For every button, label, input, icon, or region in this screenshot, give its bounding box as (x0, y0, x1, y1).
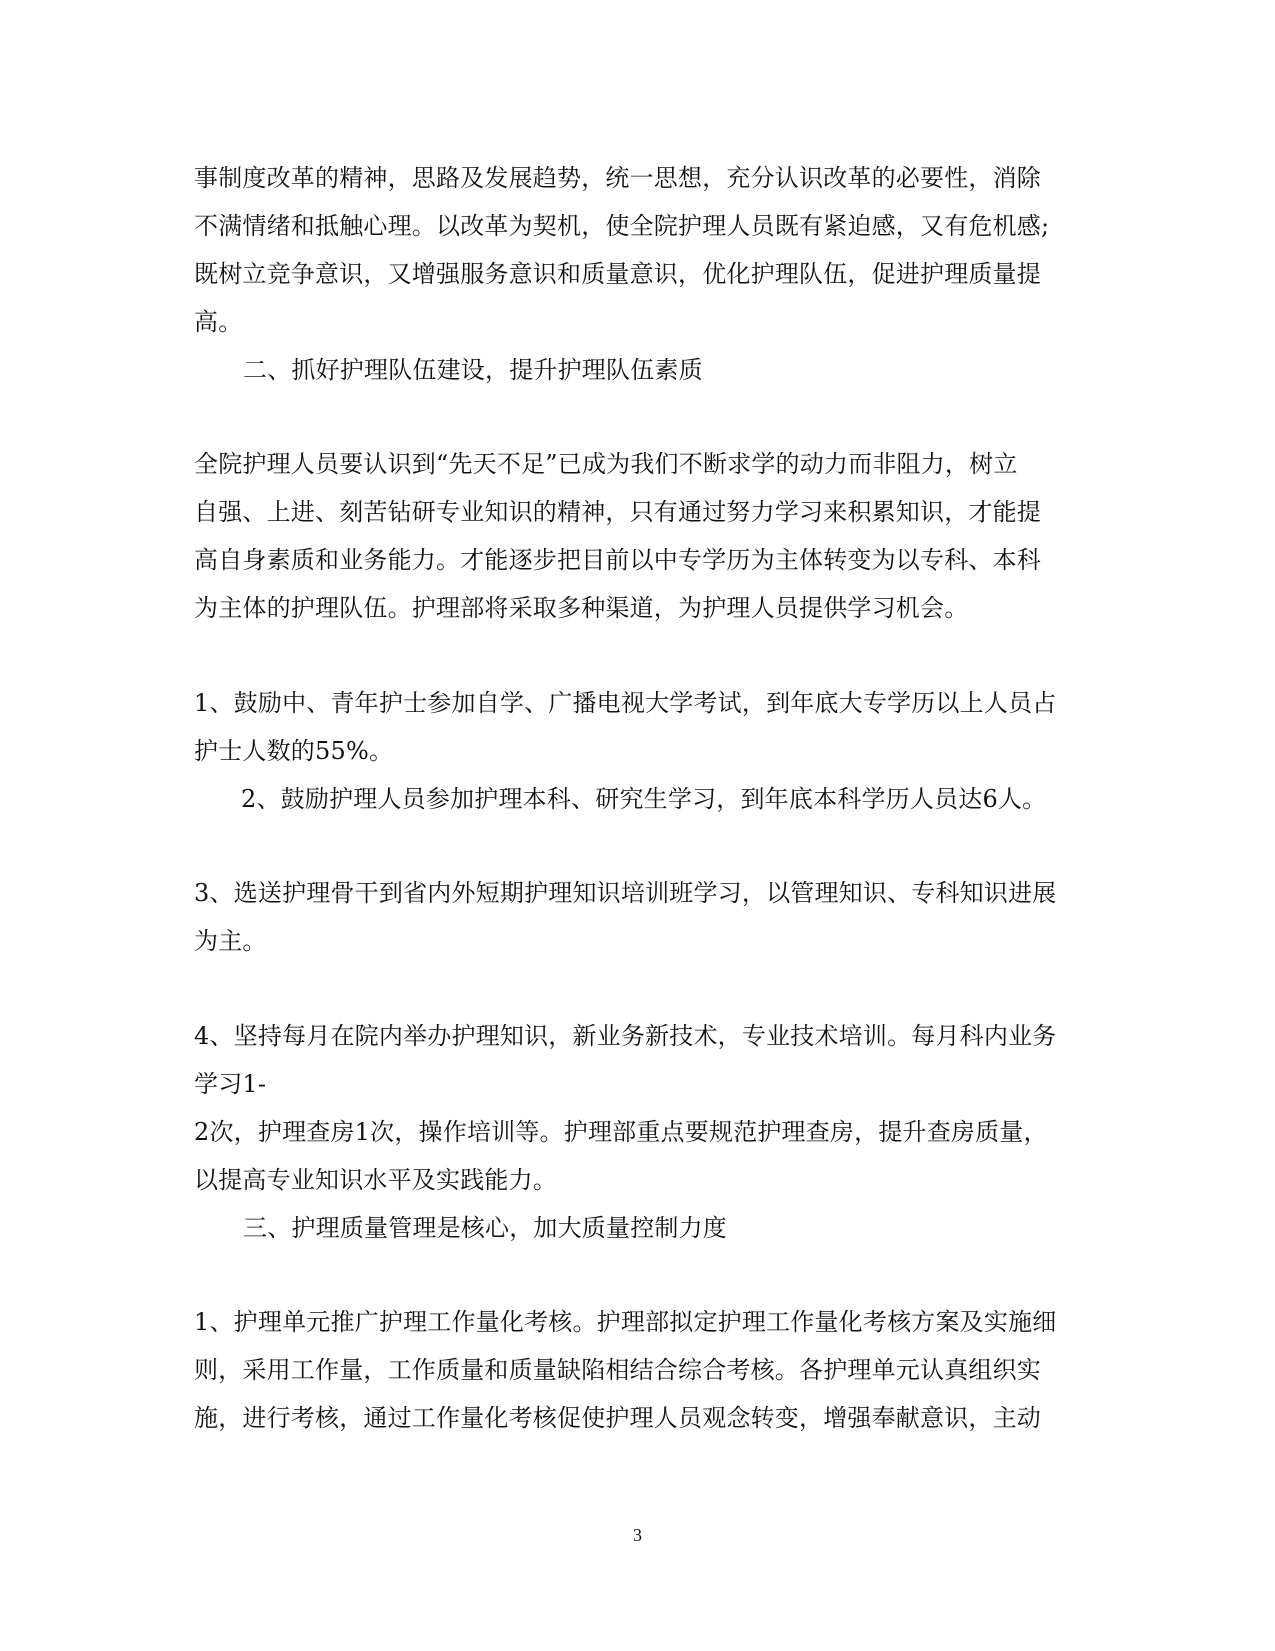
list-item: 2、鼓励护理人员参加护理本科、研究生学习，到年底本科学历人员达6人。 (241, 785, 1047, 813)
text-line: 以提高专业知识水平及实践能力。 (194, 1166, 557, 1194)
text-line: 施，进行考核，通过工作量化考核促使护理人员观念转变，增强奉献意识，主动 (194, 1404, 1041, 1432)
text-line: 为主。 (194, 927, 267, 955)
text-line: 护士人数的55%。 (194, 737, 394, 765)
text-line: 为主体的护理队伍。护理部将采取多种渠道，为护理人员提供学习机会。 (194, 594, 969, 622)
page-number: 3 (633, 1525, 642, 1545)
text-line: 学习1- (194, 1070, 267, 1098)
list-item: 1、鼓励中、青年护士参加自学、广播电视大学考试，到年底大专学历以上人员占 (194, 689, 1057, 717)
text-line: 事制度改革的精神，思路及发展趋势，统一思想，充分认识改革的必要性，消除 (194, 164, 1041, 192)
text-line: 2次，护理查房1次，操作培训等。护理部重点要规范护理查房，提升查房质量， (194, 1118, 1048, 1146)
list-item: 1、护理单元推广护理工作量化考核。护理部拟定护理工作量化考核方案及实施细 (194, 1308, 1057, 1336)
text-line: 则，采用工作量，工作质量和质量缺陷相结合综合考核。各护理单元认真组织实 (194, 1356, 1041, 1384)
section-heading: 二、抓好护理队伍建设，提升护理队伍素质 (243, 356, 703, 384)
text-line: 高自身素质和业务能力。才能逐步把目前以中专学历为主体转变为以专科、本科 (194, 546, 1041, 574)
text-line: 既树立竞争意识，又增强服务意识和质量意识，优化护理队伍，促进护理质量提 (194, 260, 1041, 288)
text-line: 不满情绪和抵触心理。以改革为契机，使全院护理人员既有紧迫感，又有危机感; (194, 212, 1050, 240)
list-item: 3、选送护理骨干到省内外短期护理知识培训班学习，以管理知识、专科知识进展 (194, 879, 1057, 907)
text-line: 自强、上进、刻苦钻研专业知识的精神，只有通过努力学习来积累知识，才能提 (194, 498, 1041, 526)
list-item: 4、坚持每月在院内举办护理知识，新业务新技术，专业技术培训。每月科内业务 (194, 1022, 1057, 1050)
text-line: 高。 (194, 308, 243, 336)
text-line: 全院护理人员要认识到“先天不足”已成为我们不断求学的动力而非阻力，树立 (194, 450, 1018, 478)
section-heading: 三、护理质量管理是核心，加大质量控制力度 (243, 1214, 727, 1242)
